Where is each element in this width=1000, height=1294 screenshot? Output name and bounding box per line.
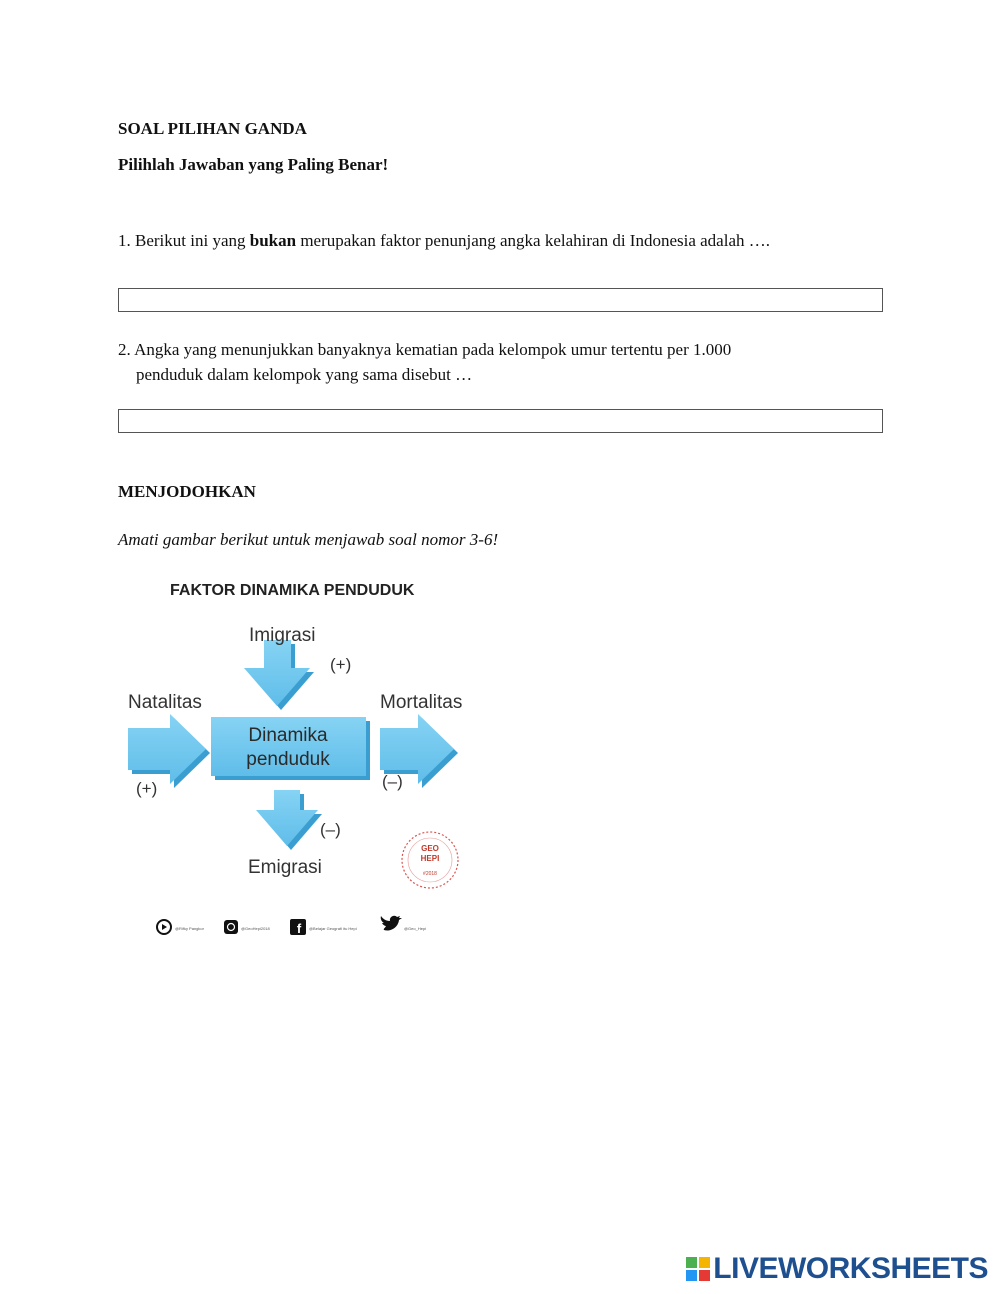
social-youtube-handle: @Rifky Pangkor (175, 926, 204, 931)
svg-text:f: f (296, 921, 302, 936)
section-instruction-multiple-choice: Pilihlah Jawaban yang Paling Benar! (118, 155, 389, 174)
sign-emigrasi: (–) (320, 820, 341, 839)
answer-field-1[interactable] (118, 288, 883, 312)
instagram-icon (224, 920, 238, 934)
label-imigrasi: Imigrasi (249, 625, 316, 646)
population-dynamics-diagram (118, 568, 490, 948)
label-emigrasi: Emigrasi (248, 857, 322, 878)
section-title-matching: MENJODOHKAN (118, 482, 256, 501)
stamp-line-2: HEPI (420, 854, 440, 863)
liveworksheets-logo (686, 1252, 988, 1286)
question-1-bold-word: bukan (249, 231, 297, 250)
question-1-text-before: Berikut ini yang (135, 231, 250, 250)
twitter-icon (381, 916, 402, 931)
arrow-right-left (128, 714, 210, 788)
question-2-line-1: Angka yang menunjukkan banyaknya kematian pada kelompok umur tertentu per 1.000 (134, 340, 732, 359)
diagram-title: FAKTOR DINAMIKA PENDUDUK (170, 582, 415, 599)
arrow-down-top (244, 640, 314, 710)
liveworksheets-logo-text: LIVEWORKSHEETS (713, 1252, 988, 1285)
question-2-line-2: penduduk dalam kelompok yang sama disebut … (136, 365, 473, 384)
question-1-number: 1. (118, 231, 131, 250)
stamp-line-1: GEO (421, 844, 439, 853)
section-title-multiple-choice: SOAL PILIHAN GANDA (118, 119, 307, 138)
arrow-down-bottom (256, 790, 322, 850)
question-1 (118, 228, 770, 253)
label-mortalitas: Mortalitas (380, 692, 463, 713)
label-natalitas: Natalitas (128, 692, 202, 713)
section-instruction-matching: Amati gambar berikut untuk menjawab soal nomor 3-6! (118, 530, 499, 549)
center-line-1: Dinamika (248, 725, 328, 746)
social-twitter-handle: @Geo_Hepi (404, 926, 427, 931)
sign-imigrasi: (+) (330, 655, 352, 674)
answer-field-2[interactable] (118, 409, 883, 433)
question-2-number: 2. (118, 340, 131, 359)
center-line-2: penduduk (246, 749, 330, 770)
stamp-line-3: #2018 (423, 871, 437, 877)
facebook-icon (290, 919, 306, 936)
sign-natalitas: (+) (136, 779, 158, 798)
youtube-icon (157, 920, 171, 934)
question-1-text-after: merupakan faktor penunjang angka kelahiran di Indonesia adalah …. (296, 231, 770, 250)
question-2 (118, 337, 731, 387)
social-facebook-handle: @Belajar Geografi itu Hepi (309, 926, 357, 931)
sign-mortalitas: (–) (382, 772, 403, 791)
social-instagram-handle: @GeoHepi2018 (241, 926, 270, 931)
liveworksheets-logo-icon (686, 1257, 710, 1281)
